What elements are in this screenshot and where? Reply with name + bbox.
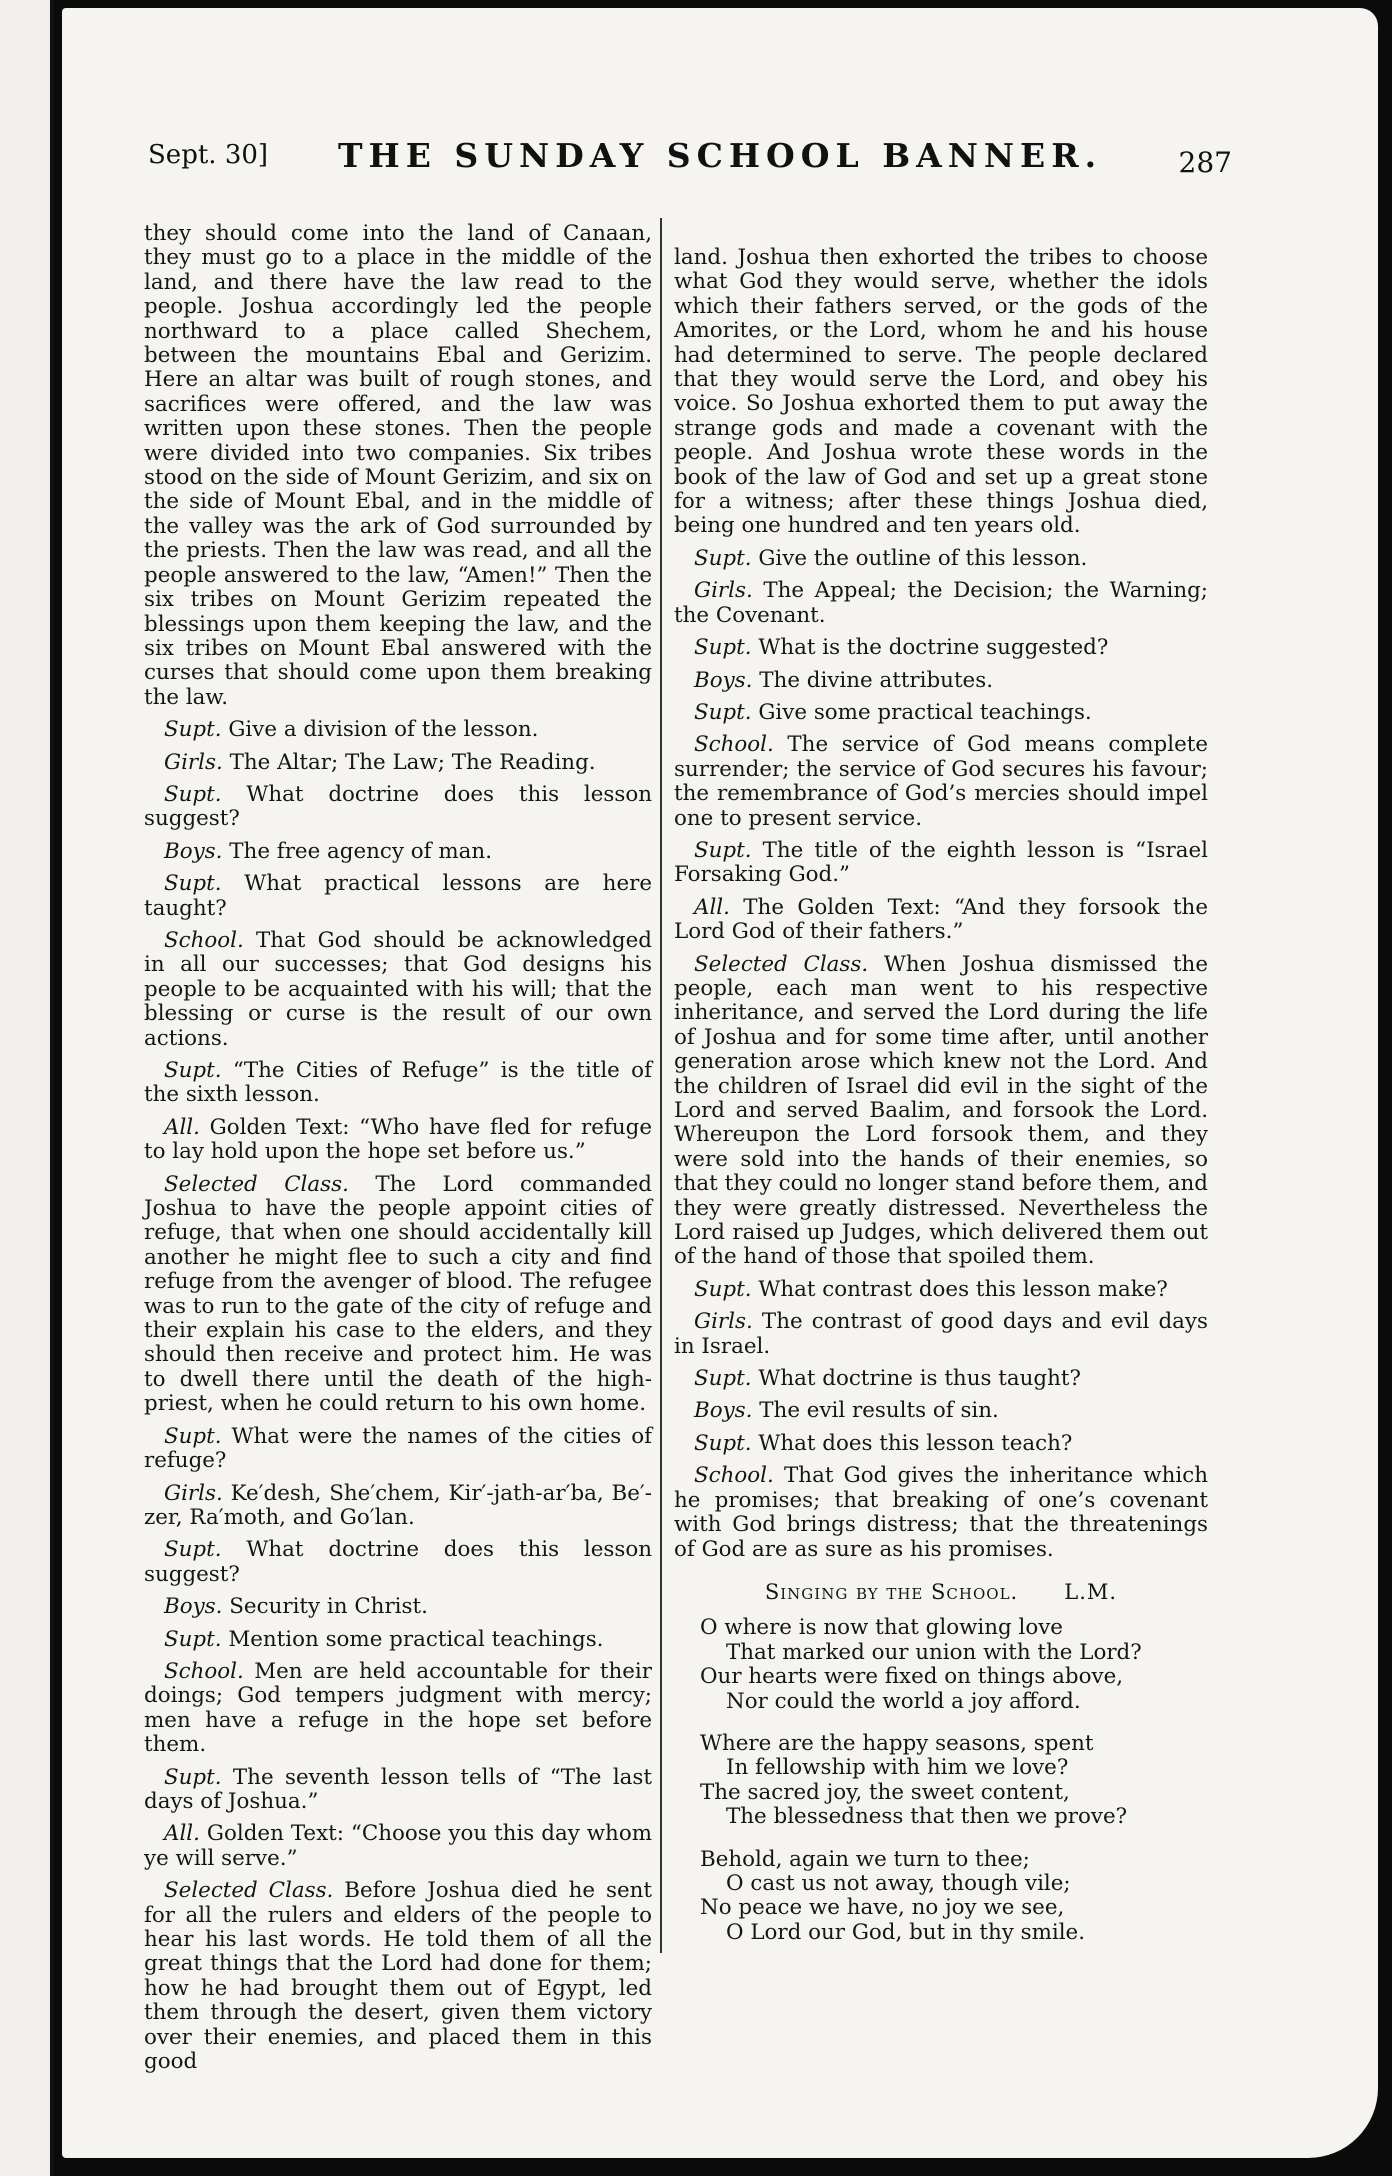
speaker-label: Supt. [694, 635, 752, 661]
paragraph-text: What is the doctrine suggested? [758, 635, 1109, 661]
paragraph-text: they should come into the land of Canaan, they must go to a place in the middle of the land, and there have the law read to the people. Joshua accordingly led the people northward to a place called Shechem, between the mountains Ebal and Gerizim. Here an altar was built of rough stones, and sacrifices were offered, and the law was written upon these stones. Then the people were divided into two companies. Six tribes stood on the side of Mount Gerizim, and six on the side of Mount Ebal, and in the middle of the valley was the ark of God surrounded by the priests. Then the law was read, and all the people answered to the law, “Amen!” Then the six tribes on Mount Gerizim repeated the blessings upon them keeping the law, and the six tribes on Mount Ebal answered with the curses that should come upon them breaking the law. [144, 221, 652, 710]
paragraph-text: When Joshua dismissed the people, each man went to his respective inheritance, and served the Lord during the life of Joshua and for some time after, until another generation arose which knew not the Lord. And the children of Israel did evil in the sight of the Lord and served Baalim, and forsook the Lord. Whereupon the Lord forsook them, and they were sold into the hands of their enemies, so that they could no longer stand before them, and they were greatly distressed. Nevertheless the Lord raised up Judges, which delivered them out of the hand of those that spoiled them. [674, 951, 1208, 1270]
running-header [148, 130, 1232, 186]
paragraph-text: What contrast does this lesson make? [758, 1276, 1168, 1302]
paragraph-text: What doctrine does this lesson suggest? [144, 1537, 652, 1587]
dialogue-paragraph [674, 701, 1208, 725]
hymn-line: In fellowship with him we love? [726, 1755, 1069, 1781]
hymn-line: Our hearts were fixed on things above, [700, 1664, 1124, 1690]
hymn-stanza [700, 1848, 1208, 1946]
hymn-heading [674, 1580, 1208, 1604]
paragraph-text: The divine attributes. [759, 667, 993, 693]
paragraph-text: Give the outline of this lesson. [758, 545, 1088, 571]
speaker-label: Girls. [164, 1480, 223, 1506]
dialogue-paragraph [674, 733, 1208, 831]
paragraph-text: What were the names of the cities of refuge? [144, 1423, 652, 1474]
hymn-stanza [700, 1732, 1208, 1830]
dialogue-paragraph [144, 783, 652, 832]
speaker-label: Supt. [694, 837, 752, 863]
speaker-label: School. [164, 1658, 244, 1684]
speaker-label: Supt. [164, 1626, 222, 1652]
hymn-line: O where is now that glowing love [700, 1615, 1063, 1641]
paragraph-text: The Appeal; the Decision; the Warning; the Covenant. [674, 578, 1208, 628]
speaker-label: Supt. [164, 871, 222, 897]
paragraph-text: That God gives the inheritance which he promises; that breaking of one’s covenant with God brings distress; that the threatenings of God are as sure as his promises. [674, 1463, 1208, 1562]
dialogue-paragraph [674, 1464, 1208, 1562]
paragraph-text: What doctrine does this lesson suggest? [144, 781, 652, 832]
speaker-label: Supt. [694, 699, 752, 725]
left-column [144, 222, 652, 2082]
dialogue-paragraph [674, 1367, 1208, 1391]
speaker-label: Girls. [164, 749, 223, 775]
speaker-label: Supt. [164, 717, 222, 743]
speaker-label: School. [694, 1463, 774, 1489]
header-date: Sept. 30] [148, 140, 269, 170]
hymn-line: O cast us not away, though vile; [726, 1870, 1071, 1896]
speaker-label: Selected Class. [694, 951, 869, 977]
speaker-label: All. [164, 1821, 200, 1847]
paragraph-text: What does this lesson teach? [758, 1430, 1073, 1456]
speaker-label: Boys. [164, 1594, 223, 1620]
paragraph-text: Give a division of the lesson. [228, 717, 539, 743]
right-column-paragraphs [674, 246, 1208, 1562]
paragraph-text: Golden Text: “Choose you this day whom ye will serve.” [144, 1821, 652, 1871]
paragraph-text: What practical lessons are here taught? [144, 871, 652, 921]
paragraph-text: Golden Text: “Who have fled for refuge to lay hold upon the hope set before us.” [144, 1114, 652, 1165]
hymn-title: Singing by the School. [764, 1579, 1019, 1604]
speaker-label: Supt. [694, 1276, 752, 1302]
dialogue-paragraph [144, 929, 652, 1051]
speaker-label: School. [164, 927, 244, 953]
speaker-label: Supt. [164, 1423, 222, 1449]
dialogue-paragraph [674, 547, 1208, 571]
dialogue-paragraph [674, 1278, 1208, 1302]
speaker-label: Boys. [694, 667, 753, 693]
hymn-line: The blessedness that then we prove? [726, 1804, 1128, 1830]
dialogue-paragraph [144, 872, 652, 921]
hymn-line: Where are the happy seasons, spent [700, 1730, 1094, 1756]
dialogue-paragraph [144, 1173, 652, 1417]
hymn-line: The sacred joy, the sweet content, [700, 1779, 1070, 1805]
publication-title: THE SUNDAY SCHOOL BANNER. [338, 136, 1103, 175]
dialogue-paragraph [674, 1399, 1208, 1423]
dialogue-paragraph [674, 896, 1208, 945]
dialogue-paragraph [144, 222, 652, 710]
page-number: 287 [1178, 146, 1232, 179]
dialogue-paragraph [144, 1595, 652, 1619]
column-divider [660, 218, 662, 1953]
dialogue-paragraph [144, 1660, 652, 1758]
hymn-line: No peace we have, no joy we see, [700, 1895, 1065, 1921]
speaker-label: Girls. [694, 1309, 753, 1335]
hymn-stanza [700, 1616, 1208, 1714]
dialogue-paragraph [144, 1116, 652, 1165]
hymn-line: That marked our union with the Lord? [726, 1639, 1142, 1665]
dialogue-paragraph [144, 1059, 652, 1108]
dialogue-paragraph [674, 1310, 1208, 1359]
paragraph-text: Men are held accountable for their doings; God tempers judgment with mercy; men have a refuge in the hope set before them. [144, 1658, 652, 1758]
dialogue-paragraph [144, 1879, 652, 2074]
dialogue-paragraph [144, 840, 652, 864]
hymn-line: Behold, again we turn to thee; [700, 1846, 1030, 1872]
speaker-label: Selected Class. [164, 1171, 349, 1197]
paragraph-text: The free agency of man. [229, 838, 492, 864]
hymn-line: O Lord our God, but in thy smile. [726, 1919, 1086, 1945]
adjacent-page-edge [0, 0, 54, 2176]
speaker-label: Girls. [694, 578, 753, 604]
speaker-label: Supt. [164, 1058, 222, 1083]
right-column [674, 246, 1208, 1963]
paragraph-text: That God should be acknowledged in all our successes; that God designs his people to be acquainted with his will; that the blessing or curse is the result of our own actions. [144, 927, 652, 1051]
dialogue-paragraph [144, 751, 652, 775]
speaker-label: Selected Class. [164, 1878, 334, 1904]
dialogue-paragraph [674, 669, 1208, 693]
paragraph-text: Give some practical teachings. [758, 699, 1092, 725]
speaker-label: Supt. [164, 1764, 222, 1790]
dialogue-paragraph [144, 1822, 652, 1871]
hymn-stanzas [674, 1616, 1208, 1945]
dialogue-paragraph [144, 1766, 652, 1815]
hymn-meter: L.M. [1064, 1579, 1118, 1604]
paragraph-text: The contrast of good days and evil days in Israel. [674, 1309, 1208, 1359]
paragraph-text: The title of the eighth lesson is “Israel Forsaking God.” [674, 837, 1208, 888]
speaker-label: Supt. [694, 1430, 752, 1456]
dialogue-paragraph [144, 1425, 652, 1474]
paragraph-text: Ke′desh, She′chem, Kir′-jath-ar′ba, Be′-zer, Ra′moth, and Go′lan. [144, 1480, 652, 1530]
speaker-label: Boys. [694, 1398, 753, 1424]
speaker-label: Supt. [694, 545, 752, 571]
paragraph-text: land. Joshua then exhorted the tribes to choose what God they would serve, whether the idols which their fathers served, or the gods of the Amorites, or the Lord, whom he and his house had determined to serve. The people declared that they would serve the Lord, and obey his voice. So Joshua exhorted them to put away the strange gods and made a covenant with the people. And Joshua wrote these words in the book of the law of God and set up a great stone for a witness; after these things Joshua died, being one hundred and ten years old. [674, 245, 1208, 539]
paragraph-text: Security in Christ. [229, 1594, 428, 1620]
paragraph-text: “The Cities of Refuge” is the title of the sixth lesson. [144, 1058, 652, 1108]
dialogue-paragraph [144, 718, 652, 742]
paragraph-text: What doctrine is thus taught? [758, 1366, 1081, 1392]
paragraph-text: The service of God means complete surrender; the service of God secures his favour; the remembrance of God’s mercies should impel one to present service. [674, 732, 1208, 831]
dialogue-paragraph [674, 953, 1208, 1270]
dialogue-paragraph [674, 246, 1208, 539]
dialogue-paragraph [674, 636, 1208, 660]
speaker-label: Supt. [164, 781, 222, 807]
paragraph-text: The evil results of sin. [759, 1398, 999, 1424]
dialogue-paragraph [144, 1482, 652, 1531]
speaker-label: School. [694, 732, 774, 758]
paragraph-text: The Lord commanded Joshua to have the people appoint cities of refuge, that when one should accidentally kill another he might flee to such a city and find refuge from the avenger of blood. The refugee was to run to the gate of the city of refuge and their explain his case to the elders, and they should then receive and protect him. He was to dwell there until the death of the high-priest, when he could return to his own home. [144, 1171, 652, 1417]
speaker-label: All. [164, 1114, 200, 1140]
speaker-label: Supt. [164, 1537, 222, 1563]
speaker-label: All. [694, 894, 730, 920]
speaker-label: Boys. [164, 838, 223, 864]
hymn-line: Nor could the world a joy afford. [726, 1688, 1081, 1714]
dialogue-paragraph [674, 839, 1208, 888]
paragraph-text: Mention some practical teachings. [228, 1626, 604, 1652]
dialogue-paragraph [674, 579, 1208, 628]
dialogue-paragraph [144, 1628, 652, 1652]
paragraph-text: The seventh lesson tells of “The last days of Joshua.” [144, 1764, 652, 1814]
dialogue-paragraph [674, 1432, 1208, 1456]
speaker-label: Supt. [694, 1366, 752, 1392]
paragraph-text: The Golden Text: “And they forsook the Lord God of their fathers.” [674, 894, 1208, 945]
paragraph-text: Before Joshua died he sent for all the rulers and elders of the people to hear his last words. He told them of all the great things that the Lord had done for them; how he had brought them out of Egypt, led them through the desert, given them victory over their enemies, and placed them in this good [144, 1878, 652, 2075]
paragraph-text: The Altar; The Law; The Reading. [229, 749, 596, 775]
dialogue-paragraph [144, 1538, 652, 1587]
